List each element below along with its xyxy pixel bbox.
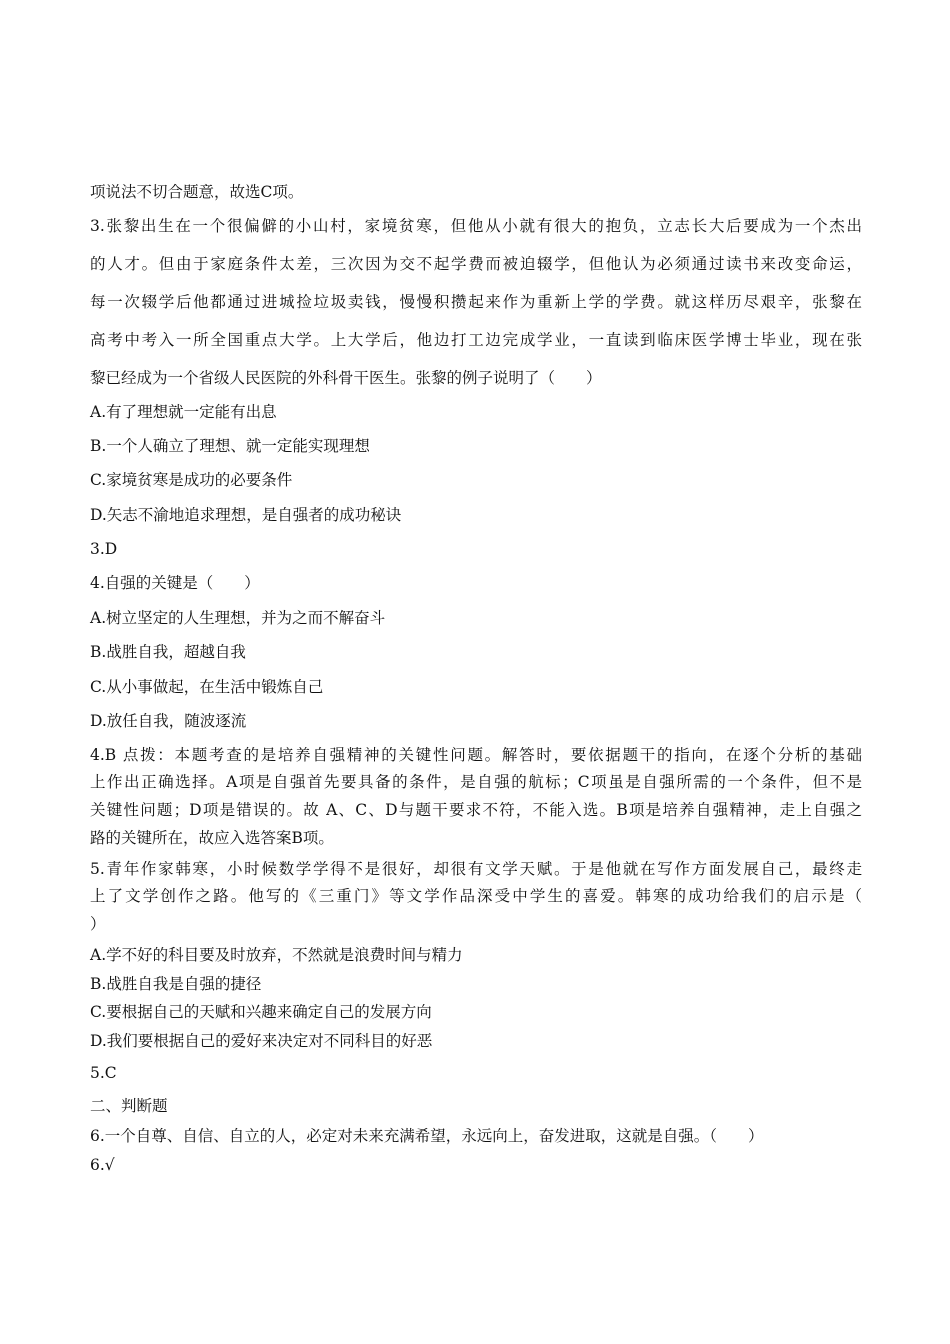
option-c: C.从小事做起，在生活中锻炼自己 bbox=[90, 678, 324, 696]
option-c: C.要根据自己的天赋和兴趣来确定自己的发展方向 bbox=[90, 1003, 432, 1021]
answer-6: 6.√ bbox=[90, 1156, 115, 1174]
option-b: B.战胜自我，超越自我 bbox=[90, 643, 246, 661]
option-a: A.树立坚定的人生理想，并为之而不解奋斗 bbox=[90, 609, 386, 627]
question-3-stem: 每一次辍学后他都通过进城捡垃圾卖钱，慢慢积攒起来作为重新上学的学费。就这样历尽艰辛，张黎在 bbox=[90, 293, 862, 311]
question-3-stem: 黎已经成为一个省级人民医院的外科骨干医生。张黎的例子说明了（ ） bbox=[90, 369, 602, 387]
question-5-stem: ） bbox=[90, 915, 106, 933]
option-a: A.学不好的科目要及时放弃，不然就是浪费时间与精力 bbox=[90, 946, 463, 964]
section-heading: 二、判断题 bbox=[90, 1097, 168, 1115]
option-b: B.战胜自我是自强的捷径 bbox=[90, 975, 262, 993]
option-d: D.我们要根据自己的爱好来决定对不同科目的好恶 bbox=[90, 1032, 433, 1050]
answer-5: 5.C bbox=[90, 1064, 117, 1082]
question-6-stem: 6.一个自尊、自信、自立的人，必定对未来充满希望，永远向上，奋发进取，这就是自强。（ ） bbox=[90, 1127, 764, 1145]
question-5-stem: 上了文学创作之路。他写的《三重门》等文学作品深受中学生的喜爱。韩寒的成功给我们的启示是（ bbox=[90, 887, 862, 905]
question-3-stem: 高考中考入一所全国重点大学。上大学后，他边打工边完成学业，一直读到临床医学博士毕业，现在张 bbox=[90, 331, 862, 349]
question-3-stem: 3.张黎出生在一个很偏僻的小山村，家境贫寒，但他从小就有很大的抱负，立志长大后要成为一个杰出 bbox=[90, 217, 862, 235]
answer-4-explanation: 关键性问题；D项是错误的。故 A、C、D与题干要求不符，不能入选。B项是培养自强精神，走上自强之 bbox=[90, 801, 862, 819]
answer-4-explanation: 路的关键所在，故应入选答案B项。 bbox=[90, 829, 334, 847]
question-5-stem: 5.青年作家韩寒，小时候数学学得不是很好，却很有文学天赋。于是他就在写作方面发展自己，最终走 bbox=[90, 860, 862, 878]
option-a: A.有了理想就一定能有出息 bbox=[90, 403, 277, 421]
question-4-stem: 4.自强的关键是（ ） bbox=[90, 574, 260, 592]
option-d: D.矢志不渝地追求理想，是自强者的成功秘诀 bbox=[90, 506, 402, 524]
question-3-stem: 的人才。但由于家庭条件太差，三次因为交不起学费而被迫辍学，但他认为必须通过读书来改变命运， bbox=[90, 255, 862, 273]
text-line: 项说法不切合题意，故选C项。 bbox=[90, 183, 304, 201]
option-c: C.家境贫寒是成功的必要条件 bbox=[90, 471, 293, 489]
option-b: B.一个人确立了理想、就一定能实现理想 bbox=[90, 437, 370, 455]
option-d: D.放任自我，随波逐流 bbox=[90, 712, 247, 730]
answer-3: 3.D bbox=[90, 540, 118, 558]
answer-4-explanation: 上作出正确选择。A项是自强首先要具备的条件，是自强的航标；C项虽是自强所需的一个条件，但不是 bbox=[90, 773, 862, 791]
answer-4-explanation: 4.B 点拨：本题考查的是培养自强精神的关键性问题。解答时，要依据题干的指向，在逐个分析的基础 bbox=[90, 746, 862, 764]
